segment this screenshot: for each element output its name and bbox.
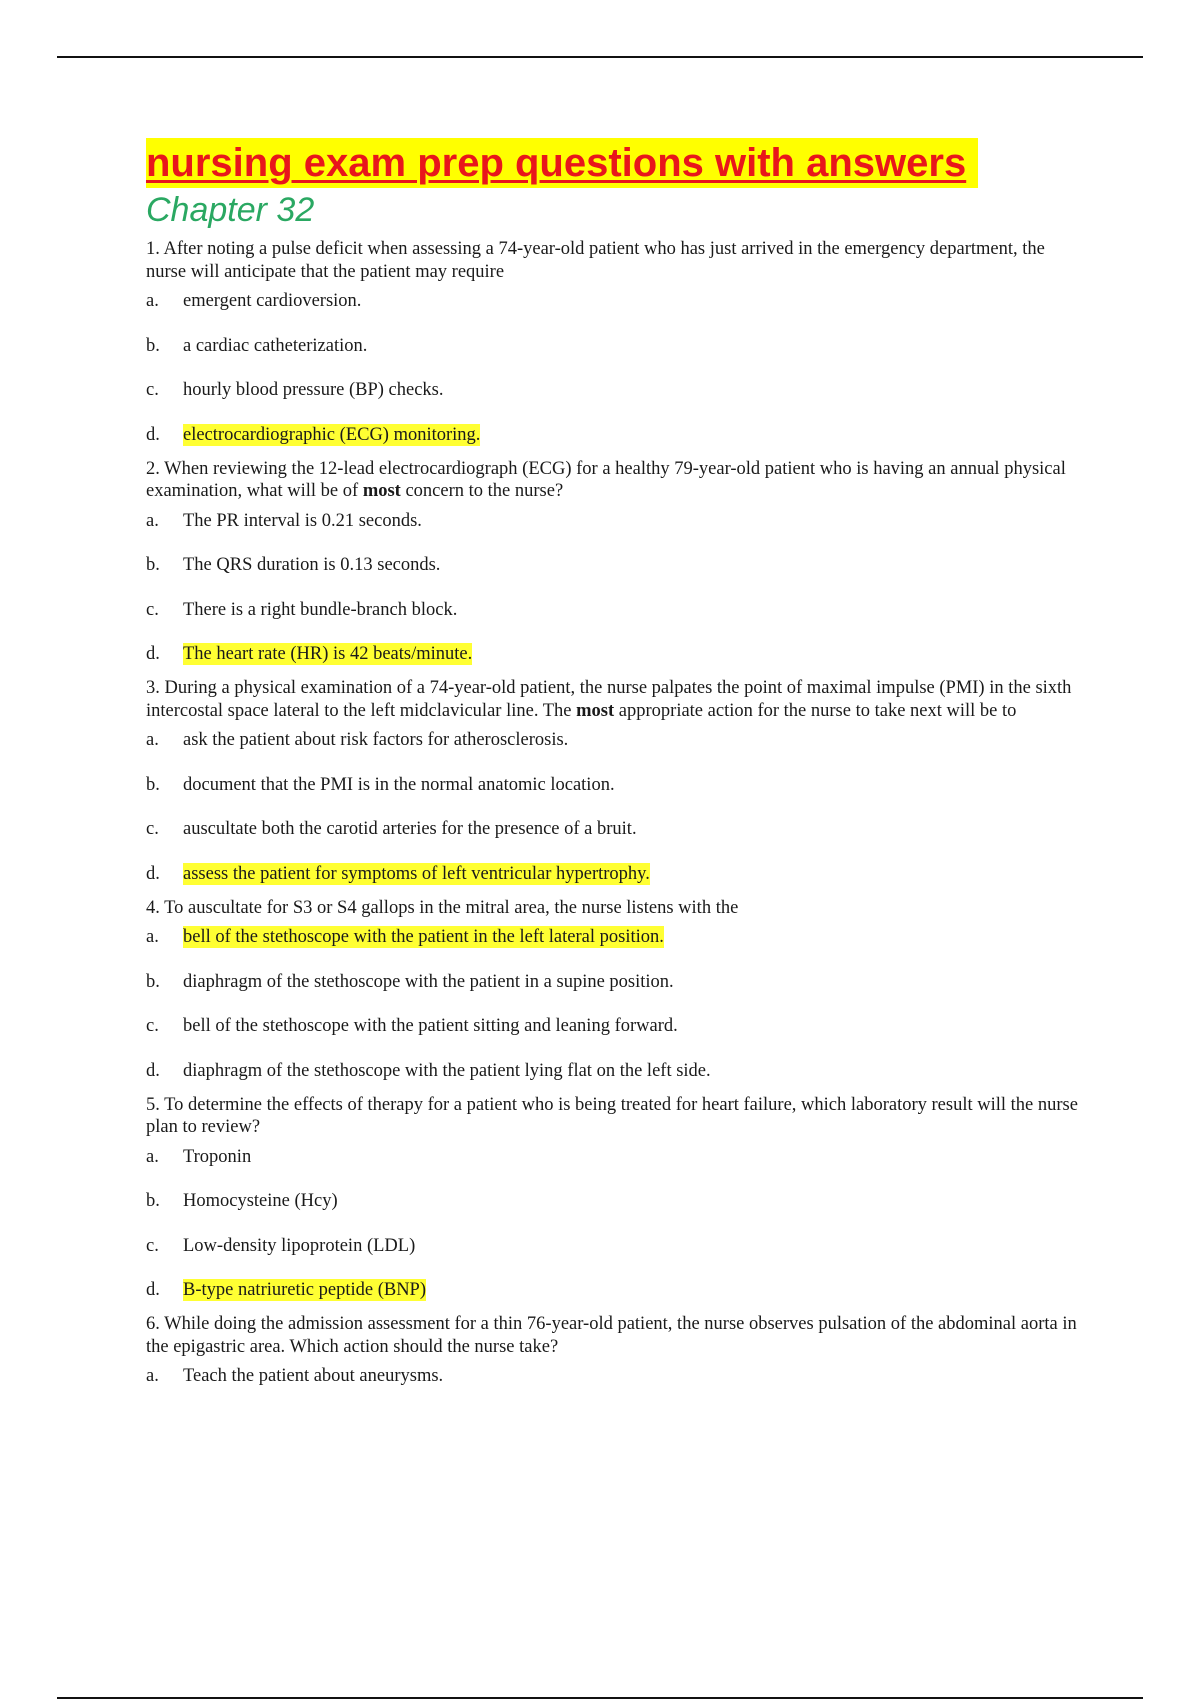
answer-option <box>146 774 1086 819</box>
answer-option <box>146 290 1086 335</box>
answer-option <box>146 818 1086 863</box>
option-text: diaphragm of the stethoscope with the patient lying flat on the left side. <box>183 1060 711 1081</box>
option-letter: d. <box>146 424 160 445</box>
stem-text: concern to the nurse? <box>400 481 564 501</box>
answer-option <box>146 335 1086 380</box>
answer-option <box>146 599 1086 644</box>
option-text: The QRS duration is 0.13 seconds. <box>183 555 441 575</box>
answer-option <box>146 729 1086 774</box>
option-letter: c. <box>146 380 159 400</box>
emphasis-text: most <box>362 481 401 501</box>
option-letter: b. <box>146 335 160 356</box>
answer-options <box>146 926 1086 1094</box>
stem-text: appropriate action for the nurse to take next will be to <box>614 700 1017 721</box>
answer-option <box>146 643 1086 677</box>
header-rule <box>57 56 1143 58</box>
option-letter: a. <box>146 291 159 311</box>
answer-options <box>146 510 1086 678</box>
answer-option <box>146 379 1086 424</box>
option-text: diaphragm of the stethoscope with the patient in a supine position. <box>183 971 674 992</box>
answer-option <box>146 1060 1086 1094</box>
option-text: The PR interval is 0.21 seconds. <box>183 510 422 531</box>
document-title: nursing exam prep questions with answers <box>146 138 978 188</box>
footer-rule <box>57 1697 1143 1699</box>
question-4 <box>146 897 1086 1094</box>
option-text: hourly blood pressure (BP) checks. <box>183 380 444 400</box>
stem-text: 6. While doing the admission assessment for a thin 76-year-old patient, the nurse observes pulsation of the abdominal aorta in the epigastric area. Which action should the nurse take? <box>146 1314 1077 1357</box>
question-list <box>146 238 1086 1399</box>
question-stem <box>146 897 1086 920</box>
chapter-heading: Chapter 32 <box>146 191 315 229</box>
question-5 <box>146 1094 1086 1314</box>
option-letter: b. <box>146 971 160 992</box>
stem-text: 4. To auscultate for S3 or S4 gallops in the mitral area, the nurse listens with the <box>146 897 739 918</box>
answer-option <box>146 1015 1086 1060</box>
option-text: Teach the patient about aneurysms. <box>183 1366 444 1386</box>
stem-text: 3. During a physical examination of a 74-year-old patient, the nurse palpates the point of maximal impulse (PMI) in the sixth intercostal space lateral to the left midclavicular line. The <box>146 678 1072 721</box>
option-letter: b. <box>146 1191 160 1211</box>
option-text: Low-density lipoprotein (LDL) <box>183 1235 416 1256</box>
option-letter: d. <box>146 1280 160 1300</box>
document-body <box>146 138 1086 1399</box>
option-text: document that the PMI is in the normal anatomic location. <box>183 774 615 795</box>
option-text: a cardiac catheterization. <box>183 335 368 356</box>
answer-option <box>146 1190 1086 1235</box>
answer-options <box>146 1365 1086 1399</box>
question-stem <box>146 238 1086 283</box>
option-text: ask the patient about risk factors for atherosclerosis. <box>183 730 569 750</box>
answer-option <box>146 1146 1086 1191</box>
option-letter: c. <box>146 819 159 839</box>
stem-text: 2. When reviewing the 12-lead electrocardiograph (ECG) for a healthy 79-year-old patient who is having an annual physical examination, what will be of <box>146 458 1066 501</box>
option-letter: a. <box>146 927 159 947</box>
question-stem <box>146 1313 1086 1358</box>
question-3 <box>146 677 1086 897</box>
answer-option <box>146 863 1086 897</box>
answer-option <box>146 1235 1086 1280</box>
option-letter: c. <box>146 1016 159 1036</box>
answer-option <box>146 554 1086 599</box>
option-letter: a. <box>146 1366 159 1386</box>
answer-options <box>146 290 1086 458</box>
option-text: Troponin <box>183 1146 252 1167</box>
option-letter: c. <box>146 1235 159 1256</box>
question-6 <box>146 1313 1086 1399</box>
answer-option <box>146 971 1086 1016</box>
answer-options <box>146 729 1086 897</box>
option-letter: a. <box>146 510 159 531</box>
option-text: emergent cardioversion. <box>183 291 362 311</box>
option-letter: b. <box>146 774 160 795</box>
question-stem <box>146 1094 1086 1139</box>
option-letter: a. <box>146 1146 159 1167</box>
question-2 <box>146 458 1086 678</box>
option-letter: d. <box>146 644 160 664</box>
stem-text: 1. After noting a pulse deficit when assessing a 74-year-old patient who has just arrived in the emergency department, the nurse will anticipate that the patient may require <box>146 239 1045 282</box>
option-text: auscultate both the carotid arteries for the presence of a bruit. <box>183 819 637 839</box>
question-1 <box>146 238 1086 458</box>
answer-option <box>146 510 1086 555</box>
correct-answer-highlight: The heart rate (HR) is 42 beats/minute. <box>183 644 473 664</box>
question-stem <box>146 677 1086 722</box>
option-text: There is a right bundle-branch block. <box>183 599 458 620</box>
answer-option <box>146 1279 1086 1313</box>
correct-answer-highlight: B-type natriuretic peptide (BNP) <box>183 1280 427 1300</box>
answer-option <box>146 926 1086 971</box>
option-letter: d. <box>146 863 160 884</box>
option-letter: d. <box>146 1060 160 1081</box>
answer-options <box>146 1146 1086 1314</box>
answer-option <box>146 424 1086 458</box>
option-letter: c. <box>146 599 159 620</box>
question-stem <box>146 458 1086 503</box>
correct-answer-highlight: electrocardiographic (ECG) monitoring. <box>183 424 481 445</box>
correct-answer-highlight: assess the patient for symptoms of left ventricular hypertrophy. <box>183 863 650 884</box>
emphasis-text: most <box>576 700 615 721</box>
option-text: bell of the stethoscope with the patient sitting and leaning forward. <box>183 1016 678 1036</box>
option-letter: a. <box>146 730 159 750</box>
answer-option <box>146 1365 1086 1399</box>
correct-answer-highlight: bell of the stethoscope with the patient in the left lateral position. <box>183 927 664 947</box>
option-text: Homocysteine (Hcy) <box>183 1191 338 1211</box>
option-letter: b. <box>146 555 160 575</box>
stem-text: 5. To determine the effects of therapy for a patient who is being treated for heart failure, which laboratory result will the nurse plan to review? <box>146 1094 1078 1137</box>
